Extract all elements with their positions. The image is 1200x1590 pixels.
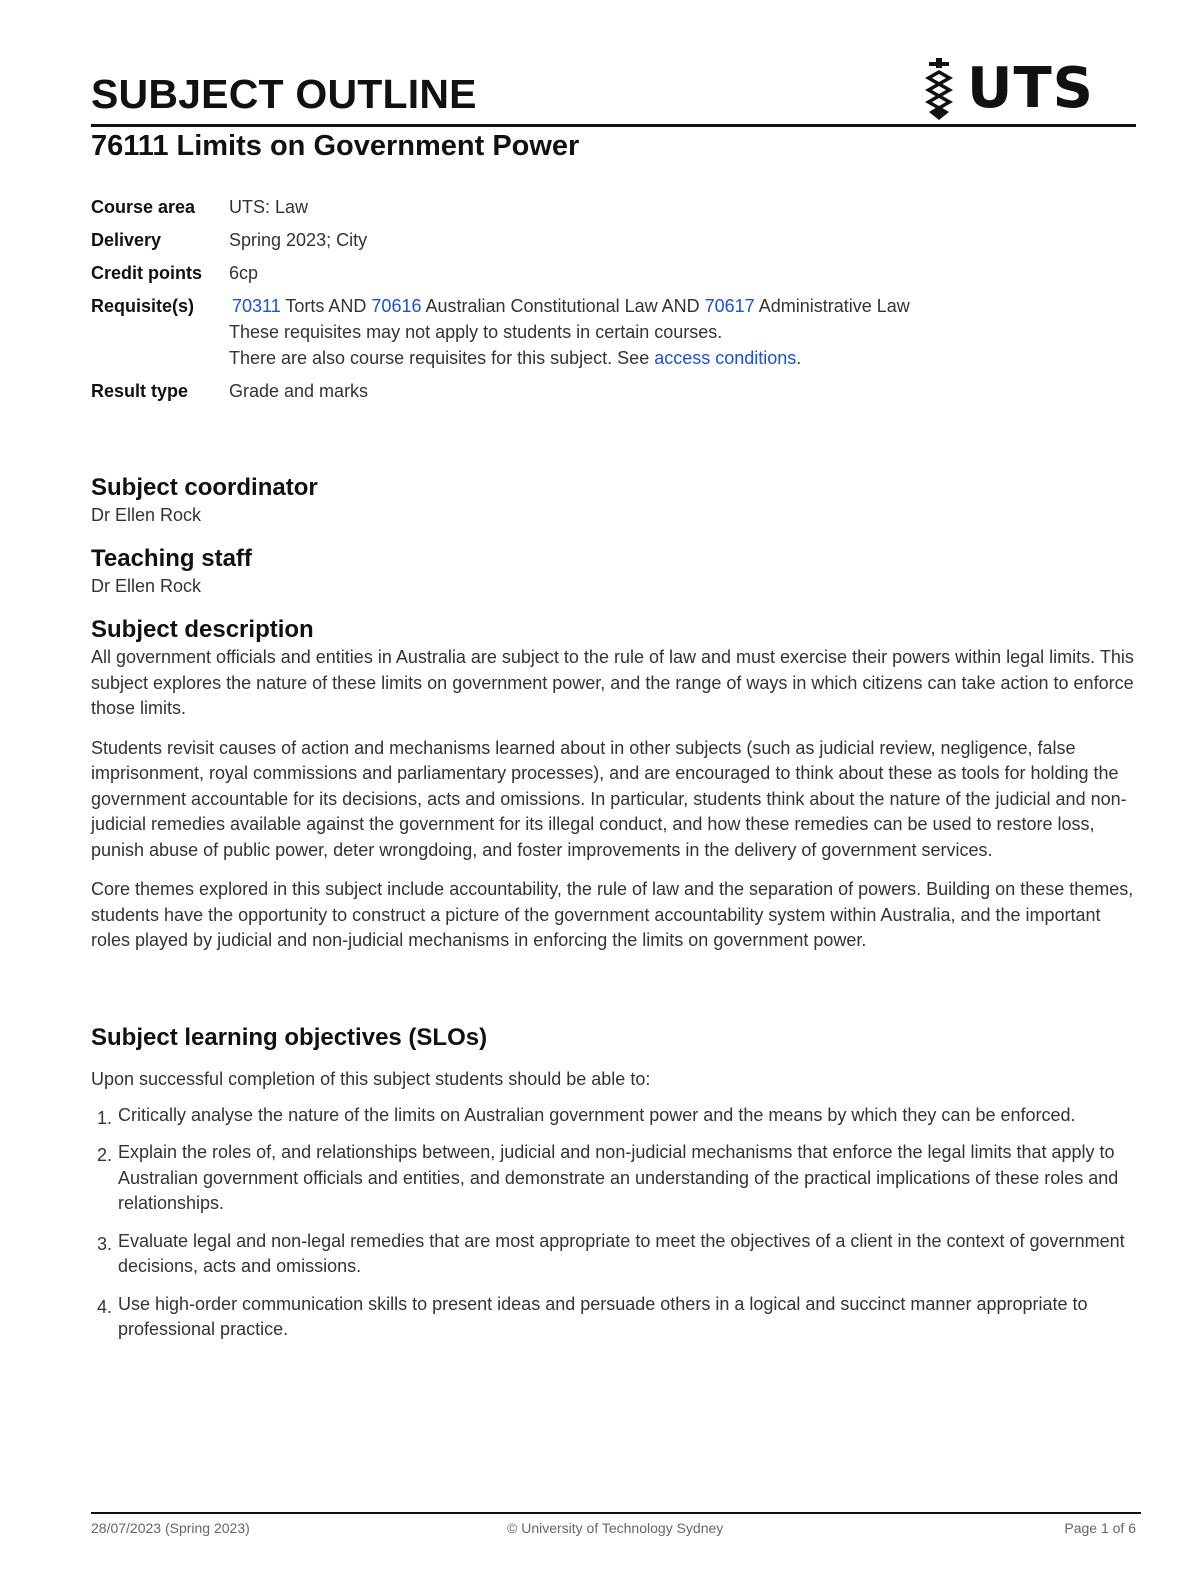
- objective-number: 1.: [97, 1107, 113, 1128]
- objective-item: [91, 1292, 1136, 1343]
- info-row-result-type: [91, 378, 989, 404]
- subject-title: 76111 Limits on Government Power: [91, 130, 580, 162]
- objective-text: Evaluate legal and non-legal remedies that are most appropriate to meet the objectives of a client in the context of government decisions, acts and omissions.: [118, 1230, 1125, 1276]
- teaching-staff-section: [91, 544, 1136, 600]
- info-value: [229, 293, 989, 378]
- access-note-suffix: .: [796, 348, 802, 368]
- info-label: Credit points: [91, 263, 202, 283]
- requisite-text: Australian Constitutional Law AND: [421, 296, 705, 316]
- requisite-text: Torts AND: [280, 296, 372, 316]
- document-header: [91, 58, 1136, 128]
- document-page: [91, 0, 1136, 1590]
- info-label: Requisite(s): [91, 296, 195, 316]
- requisite-link-70311[interactable]: 70311: [232, 296, 281, 316]
- coordinator-name: Dr Ellen Rock: [91, 505, 202, 525]
- footer-date: 28/07/2023 (Spring 2023): [91, 1520, 250, 1536]
- page-footer: [91, 1520, 1136, 1540]
- description-paragraph: All government officials and entities in Australia are subject to the rule of law and must exercise their powers within legal limits. This subject explores the nature of these limits on government power, and the range of ways in which citizens can take action to enforce those limits.: [91, 647, 1134, 718]
- info-value: UTS: Law: [229, 197, 309, 217]
- info-value: Spring 2023; City: [229, 230, 368, 250]
- section-heading: Subject learning objectives (SLOs): [91, 1024, 488, 1051]
- uts-crest-icon: [919, 58, 959, 120]
- info-label: Result type: [91, 381, 189, 401]
- objective-text: Use high-order communication skills to present ideas and persuade others in a logical and succinct manner appropriate to professional practice.: [118, 1293, 1088, 1339]
- description-paragraph: Students revisit causes of action and mechanisms learned about in other subjects (such as judicial review, negligence, false imprisonment, royal commissions and parliamentary processes), and are encouraged to think about these as tools for holding the government accountable for its decisions, acts and omissions. In particular, students think about the nature of the judicial and non-judicial remedies available against the government for its illegal conduct, and how these remedies can be used to restore loss, punish abuse of public power, deter wrongdoing, and foster improvements in the delivery of government services.: [91, 737, 1127, 860]
- objectives-list: [91, 1103, 1136, 1343]
- info-label: Course area: [91, 197, 196, 217]
- logo-wordmark: UTS: [966, 56, 1094, 121]
- info-value: 6cp: [229, 263, 259, 283]
- objective-text: Critically analyse the nature of the limits on Australian government power and the means by which they can be enforced.: [118, 1104, 1076, 1125]
- requisite-link-70616[interactable]: 70616: [371, 296, 422, 316]
- coordinator-section: [91, 473, 1136, 529]
- objective-number: 4.: [97, 1296, 113, 1317]
- section-heading: Teaching staff: [91, 545, 252, 572]
- info-row-credit-points: [91, 260, 989, 293]
- footer-page-number: Page 1 of 6: [1064, 1520, 1136, 1536]
- footer-copyright: © University of Technology Sydney: [507, 1520, 724, 1536]
- objective-text: Explain the roles of, and relationships between, judicial and non-judicial mechanisms that enforce the legal limits that apply to Australian government officials and entities, and demonstrate an understanding of the practical implications of these roles and relationships.: [118, 1142, 1119, 1213]
- description-paragraph: Core themes explored in this subject include accountability, the rule of law and the separation of powers. Building on these themes, students have the opportunity to construct a picture of the government accountability system within Australia, and the important roles played by judicial and non-judicial mechanisms in enforcing the limits on government power.: [91, 879, 1134, 950]
- objectives-intro: Upon successful completion of this subject students should be able to:: [91, 1069, 651, 1089]
- description-section: [91, 615, 1136, 954]
- objective-item: [91, 1103, 1136, 1129]
- objectives-section: [91, 1023, 1136, 1343]
- objective-number: 3.: [97, 1233, 113, 1254]
- info-value: Grade and marks: [229, 381, 369, 401]
- info-row-delivery: [91, 227, 989, 260]
- objective-item: [91, 1229, 1136, 1280]
- teaching-staff-name: Dr Ellen Rock: [91, 576, 202, 596]
- requisite-list: [229, 293, 962, 319]
- subject-info-table: [91, 194, 989, 404]
- section-heading: Subject coordinator: [91, 474, 318, 501]
- uts-logo: [919, 58, 1094, 120]
- requisite-access-note: [229, 345, 989, 371]
- requisite-text: Administrative Law: [754, 296, 910, 316]
- footer-divider: [91, 1512, 1141, 1514]
- requisite-note: These requisites may not apply to students in certain courses.: [229, 322, 723, 342]
- info-row-requisites: [91, 293, 989, 378]
- header-divider: [91, 124, 1136, 127]
- info-label: Delivery: [91, 230, 162, 250]
- document-title: SUBJECT OUTLINE: [91, 71, 477, 117]
- access-note-text: There are also course requisites for this subject. See: [229, 348, 655, 368]
- objective-item: [91, 1140, 1136, 1217]
- info-row-course-area: [91, 194, 989, 227]
- objective-number: 2.: [97, 1145, 113, 1165]
- requisite-link-70617[interactable]: 70617: [704, 296, 755, 316]
- section-heading: Subject description: [91, 616, 314, 643]
- access-conditions-link[interactable]: access conditions: [654, 348, 797, 368]
